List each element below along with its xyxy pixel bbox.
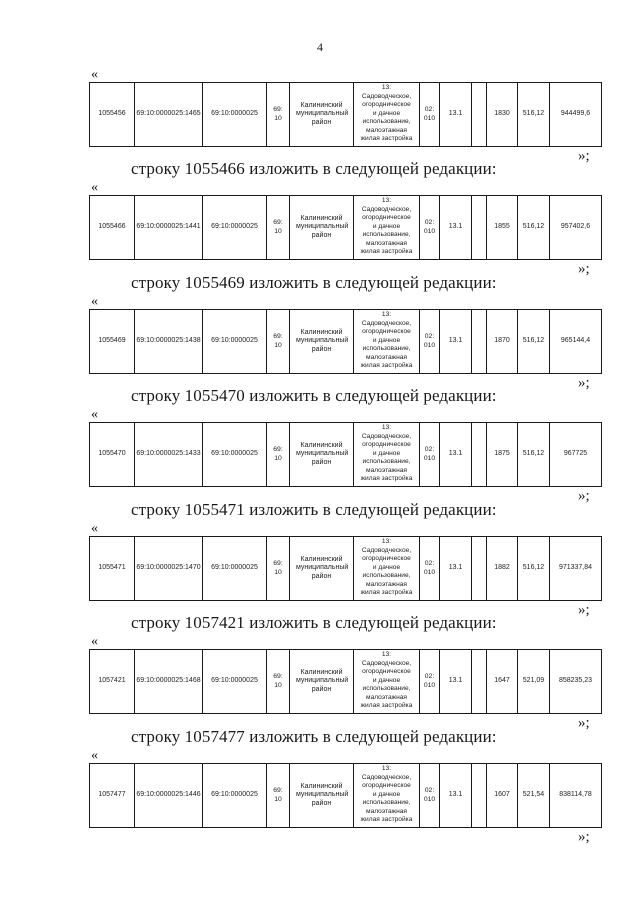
specific-value-cell: 516,12 <box>518 537 550 601</box>
land-use-cell <box>354 650 420 714</box>
district-cell: Калининский муниципальный район <box>290 764 354 828</box>
cadastral-value-cell: 967725 <box>550 423 602 487</box>
land-use-text: 13: Садоводческое, огородническое и дачное использование, малоэтажная жилая застройка <box>360 651 413 709</box>
land-use-text: 13: Садоводческое, огородническое и дачное использование, малоэтажная жилая застройка <box>360 765 413 823</box>
district-cell: Калининский муниципальный район <box>290 537 354 601</box>
zone-code-cell: 02: 010 <box>420 537 440 601</box>
empty-cell <box>472 196 487 260</box>
row-id-cell: 1055470 <box>90 423 135 487</box>
zone-code-cell: 02: 010 <box>420 650 440 714</box>
cadastral-number-cell: 69:10:0000025:1468 <box>135 650 203 714</box>
row-id-cell: 1057421 <box>90 650 135 714</box>
area-cell: 1855 <box>487 196 518 260</box>
land-use-cell <box>354 310 420 374</box>
specific-value-cell: 521,54 <box>518 764 550 828</box>
land-use-cell <box>354 196 420 260</box>
area-cell: 1647 <box>487 650 518 714</box>
land-plot-row-table <box>89 309 602 374</box>
area-cell: 1830 <box>487 83 518 147</box>
amendment-heading: строку 1055469 изложить в следующей редакции: <box>131 273 497 292</box>
land-plot-row-table <box>89 195 602 260</box>
land-use-cell <box>354 764 420 828</box>
zone-code-cell: 02: 010 <box>420 423 440 487</box>
cadastral-number-cell: 69:10:0000025:1438 <box>135 310 203 374</box>
table-row <box>90 764 602 828</box>
group-cell: 13.1 <box>440 196 472 260</box>
opening-quote: « <box>91 521 98 536</box>
land-use-text: 13: Садоводческое, огородническое и дачное использование, малоэтажная жилая застройка <box>360 197 413 255</box>
area-cell: 1875 <box>487 423 518 487</box>
closing-quote: »; <box>578 148 590 164</box>
region-code-cell: 69: 10 <box>267 423 290 487</box>
specific-value-cell: 516,12 <box>518 83 550 147</box>
empty-cell <box>472 764 487 828</box>
amendment-heading: строку 1057421 изложить в следующей редакции: <box>131 613 497 632</box>
opening-quote: « <box>91 180 98 195</box>
amendment-heading: строку 1057477 изложить в следующей редакции: <box>131 727 497 746</box>
cadastral-block-cell: 69:10:0000025 <box>203 764 267 828</box>
land-use-cell <box>354 537 420 601</box>
empty-cell <box>472 423 487 487</box>
closing-quote: »; <box>578 602 590 618</box>
district-cell: Калининский муниципальный район <box>290 83 354 147</box>
region-code-cell: 69: 10 <box>267 83 290 147</box>
group-cell: 13.1 <box>440 764 472 828</box>
district-cell: Калининский муниципальный район <box>290 650 354 714</box>
table-row <box>90 310 602 374</box>
opening-quote: « <box>91 748 98 763</box>
cadastral-value-cell: 944499,6 <box>550 83 602 147</box>
cadastral-number-cell: 69:10:0000025:1446 <box>135 764 203 828</box>
cadastral-number-cell: 69:10:0000025:1441 <box>135 196 203 260</box>
amendment-heading: строку 1055470 изложить в следующей редакции: <box>131 386 497 405</box>
cadastral-block-cell: 69:10:0000025 <box>203 650 267 714</box>
area-cell: 1870 <box>487 310 518 374</box>
land-use-text: 13: Садоводческое, огородническое и дачное использование, малоэтажная жилая застройка <box>360 538 413 596</box>
opening-quote: « <box>91 294 98 309</box>
cadastral-block-cell: 69:10:0000025 <box>203 310 267 374</box>
cadastral-block-cell: 69:10:0000025 <box>203 537 267 601</box>
land-use-cell <box>354 83 420 147</box>
district-cell: Калининский муниципальный район <box>290 310 354 374</box>
land-use-text: 13: Садоводческое, огородническое и дачное использование, малоэтажная жилая застройка <box>360 424 413 482</box>
group-cell: 13.1 <box>440 310 472 374</box>
land-use-cell <box>354 423 420 487</box>
area-cell: 1882 <box>487 537 518 601</box>
land-use-text: 13: Садоводческое, огородническое и дачное использование, малоэтажная жилая застройка <box>360 84 413 142</box>
row-id-cell: 1057477 <box>90 764 135 828</box>
closing-quote: »; <box>578 829 590 845</box>
group-cell: 13.1 <box>440 650 472 714</box>
empty-cell <box>472 537 487 601</box>
region-code-cell: 69: 10 <box>267 650 290 714</box>
zone-code-cell: 02: 010 <box>420 196 440 260</box>
opening-quote: « <box>91 634 98 649</box>
cadastral-value-cell: 957402,6 <box>550 196 602 260</box>
table-row <box>90 650 602 714</box>
group-cell: 13.1 <box>440 83 472 147</box>
land-plot-row-table <box>89 649 602 714</box>
land-plot-row-table <box>89 763 602 828</box>
opening-quote: « <box>91 67 98 82</box>
table-row <box>90 537 602 601</box>
table-row <box>90 196 602 260</box>
cadastral-value-cell: 965144,4 <box>550 310 602 374</box>
cadastral-number-cell: 69:10:0000025:1470 <box>135 537 203 601</box>
group-cell: 13.1 <box>440 537 472 601</box>
amendment-heading: строку 1055466 изложить в следующей редакции: <box>131 159 497 178</box>
land-plot-row-table <box>89 536 602 601</box>
cadastral-block-cell: 69:10:0000025 <box>203 83 267 147</box>
table-row <box>90 423 602 487</box>
closing-quote: »; <box>578 375 590 391</box>
land-use-text: 13: Садоводческое, огородническое и дачное использование, малоэтажная жилая застройка <box>360 311 413 369</box>
row-id-cell: 1055469 <box>90 310 135 374</box>
district-cell: Калининский муниципальный район <box>290 196 354 260</box>
district-cell: Калининский муниципальный район <box>290 423 354 487</box>
area-cell: 1607 <box>487 764 518 828</box>
cadastral-value-cell: 838114,78 <box>550 764 602 828</box>
row-id-cell: 1055466 <box>90 196 135 260</box>
region-code-cell: 69: 10 <box>267 196 290 260</box>
closing-quote: »; <box>578 261 590 277</box>
specific-value-cell: 516,12 <box>518 423 550 487</box>
specific-value-cell: 516,12 <box>518 310 550 374</box>
cadastral-number-cell: 69:10:0000025:1433 <box>135 423 203 487</box>
region-code-cell: 69: 10 <box>267 537 290 601</box>
page-number: 4 <box>317 40 323 54</box>
land-plot-row-table <box>89 82 602 147</box>
closing-quote: »; <box>578 488 590 504</box>
opening-quote: « <box>91 407 98 422</box>
zone-code-cell: 02: 010 <box>420 83 440 147</box>
empty-cell <box>472 83 487 147</box>
zone-code-cell: 02: 010 <box>420 310 440 374</box>
amendment-heading: строку 1055471 изложить в следующей редакции: <box>131 500 497 519</box>
cadastral-block-cell: 69:10:0000025 <box>203 196 267 260</box>
cadastral-value-cell: 971337,84 <box>550 537 602 601</box>
row-id-cell: 1055456 <box>90 83 135 147</box>
group-cell: 13.1 <box>440 423 472 487</box>
empty-cell <box>472 310 487 374</box>
cadastral-value-cell: 858235,23 <box>550 650 602 714</box>
cadastral-number-cell: 69:10:0000025:1465 <box>135 83 203 147</box>
region-code-cell: 69: 10 <box>267 764 290 828</box>
row-id-cell: 1055471 <box>90 537 135 601</box>
cadastral-block-cell: 69:10:0000025 <box>203 423 267 487</box>
land-plot-row-table <box>89 422 602 487</box>
table-row <box>90 83 602 147</box>
zone-code-cell: 02: 010 <box>420 764 440 828</box>
specific-value-cell: 516,12 <box>518 196 550 260</box>
empty-cell <box>472 650 487 714</box>
closing-quote: »; <box>578 715 590 731</box>
specific-value-cell: 521,09 <box>518 650 550 714</box>
region-code-cell: 69: 10 <box>267 310 290 374</box>
